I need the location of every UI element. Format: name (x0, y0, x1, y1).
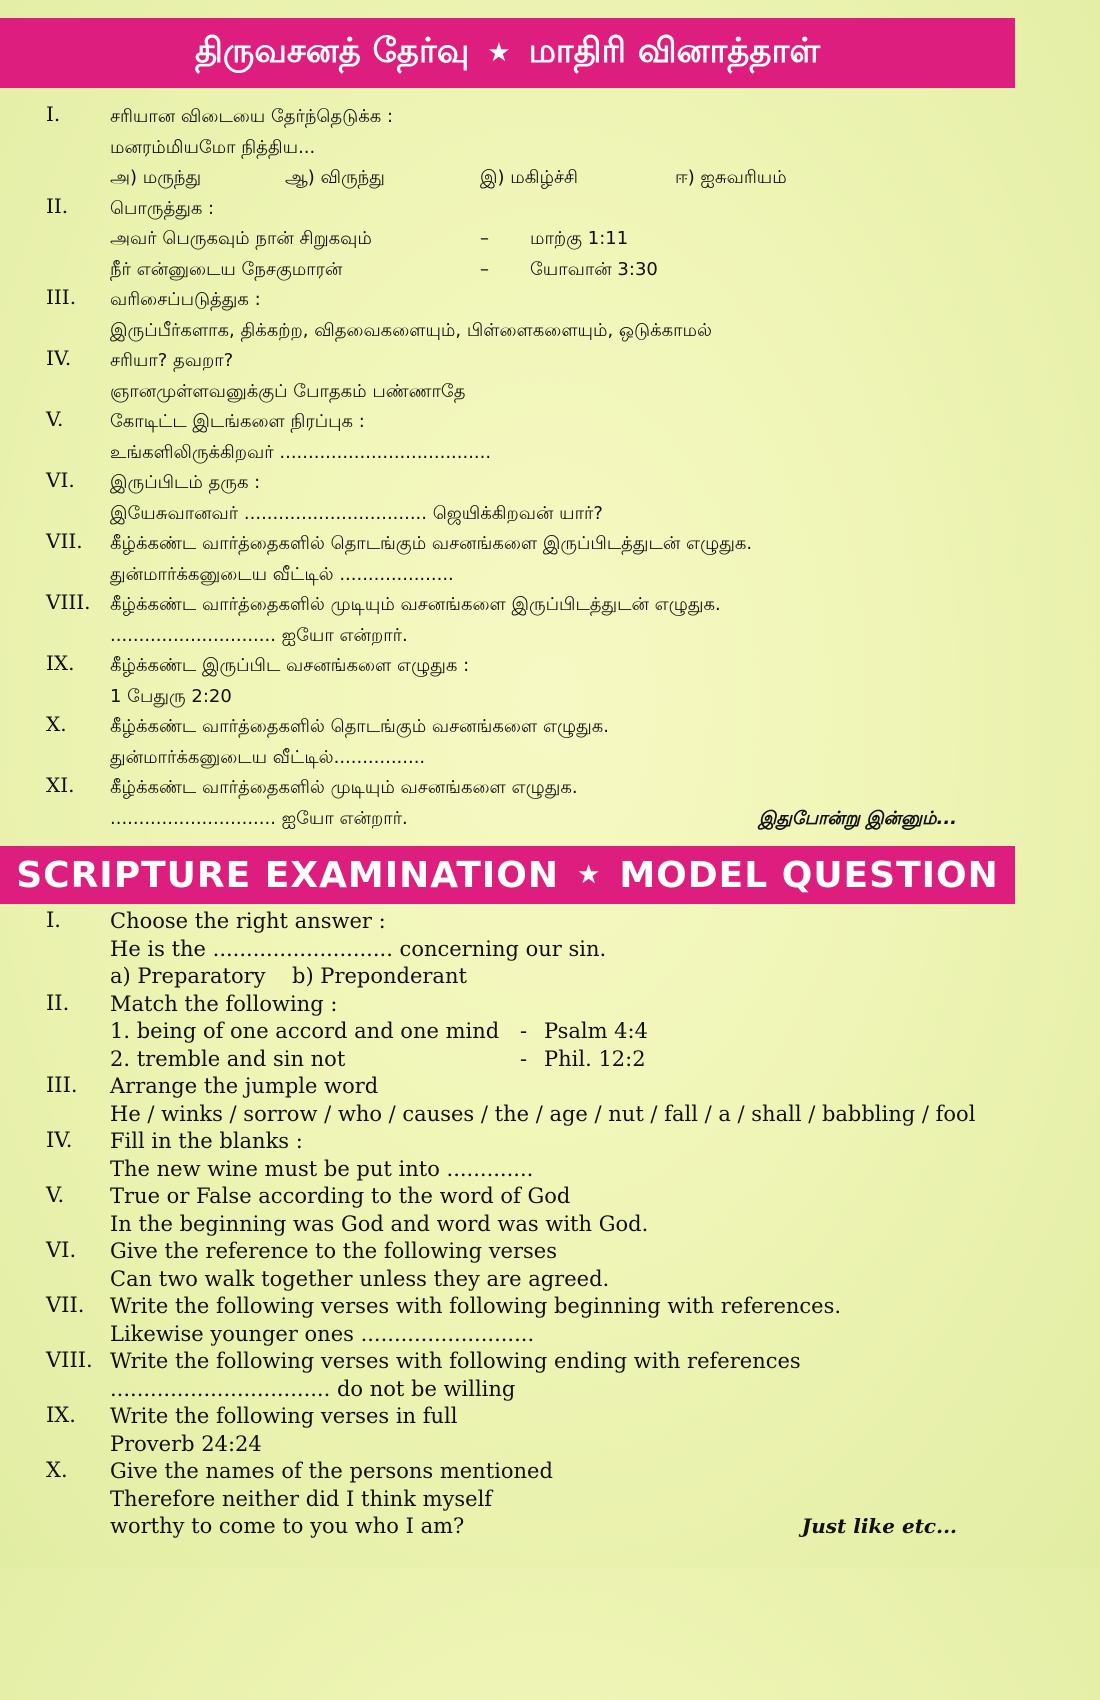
question-number: VIII. (46, 590, 91, 614)
question-subtext: ............................. ஐயோ என்றார். (110, 624, 408, 646)
question-item (0, 1348, 1015, 1403)
question-item (0, 407, 1015, 468)
question-subtext-text: ............................. ஐயோ என்றார். (110, 807, 408, 829)
question-text: Write the following verses with following ending with references (110, 1349, 801, 1373)
question-text: கீழ்க்கண்ட வார்த்தைகளில் தொடங்கும் வசனங்களை எழுதுக. (110, 716, 609, 737)
question-number: II. (46, 193, 69, 218)
question-item (0, 1073, 1015, 1128)
match-dash: - (520, 1046, 528, 1071)
question-subtext: He is the ........................... concerning our sin. (110, 936, 607, 961)
question-number: VIII. (46, 1348, 93, 1372)
question-item (0, 1458, 1015, 1541)
question-number: III. (46, 285, 77, 309)
option: ஈ) ஐசுவரியம் (675, 167, 787, 188)
question-number: X. (46, 1458, 68, 1482)
question-number: VI. (46, 1238, 77, 1262)
question-item (0, 102, 1015, 194)
question-subtext: 1 பேதுரு 2:20 (110, 685, 232, 707)
question-subtext: உங்களிலிருக்கிறவர் ..................................... (110, 441, 492, 463)
question-text: சரியான விடையை தேர்ந்தெடுக்க : (110, 106, 394, 127)
question-text: இருப்பிடம் தருக : (110, 472, 261, 493)
option: b) Preponderant (292, 964, 467, 988)
question-subtext: துன்மார்க்கனுடைய வீட்டில் .................... (110, 563, 454, 585)
question-item (0, 285, 1015, 346)
question-text: Write the following verses with following beginning with references. (110, 1294, 842, 1318)
english-title-banner (0, 846, 1015, 904)
tamil-title-banner (0, 18, 1015, 88)
match-left: நீர் என்னுடைய நேசகுமாரன் (110, 258, 343, 280)
match-right: Psalm 4:4 (544, 1019, 648, 1043)
match-left: 1. being of one accord and one mind (110, 1019, 500, 1043)
match-dash: – (480, 258, 489, 280)
question-text: கோடிட்ட இடங்களை நிரப்புக : (110, 411, 365, 432)
question-item (0, 529, 1015, 590)
question-number: V. (46, 1183, 65, 1207)
question-subtext: Can two walk together unless they are agreed. (110, 1266, 610, 1291)
trailer-text: Just like etc... (801, 1514, 957, 1538)
question-item (0, 194, 1015, 286)
question-number: II. (46, 990, 70, 1015)
option: இ) மகிழ்ச்சி (480, 167, 579, 188)
question-text: கீழ்க்கண்ட வார்த்தைகளில் தொடங்கும் வசனங்களை இருப்பிடத்துடன் எழுதுக. (110, 533, 753, 554)
tamil-question-list (0, 102, 1015, 834)
question-item (0, 1293, 1015, 1348)
tamil-title-right: மாதிரி வினாத்தாள் (528, 31, 821, 71)
question-item (0, 651, 1015, 712)
question-text: Choose the right answer : (110, 909, 386, 933)
question-item (0, 991, 1015, 1074)
match-row (110, 1018, 1015, 1046)
question-text: சரியா? தவறா? (110, 350, 234, 371)
question-number: VII. (46, 529, 83, 553)
question-number: I. (46, 102, 61, 126)
star-icon: ★ (577, 860, 602, 890)
question-text: கீழ்க்கண்ட இருப்பிட வசனங்களை எழுதுக : (110, 655, 470, 676)
question-item (0, 712, 1015, 773)
question-text: வரிசைப்படுத்துக : (110, 289, 261, 310)
question-text: Give the reference to the following verses (110, 1239, 558, 1263)
question-text: கீழ்க்கண்ட வார்த்தைகளில் முடியும் வசனங்களை இருப்பிடத்துடன் எழுதுக. (110, 594, 721, 615)
question-subtext: ................................. do not be willing (110, 1376, 516, 1401)
match-right: Phil. 12:2 (544, 1046, 646, 1071)
question-number: IV. (46, 1128, 73, 1152)
question-subtext (110, 1513, 1015, 1541)
question-subtext: ஞானமுள்ளவனுக்குப் போதகம் பண்ணாதே (110, 380, 466, 402)
question-text: பொருத்துக : (110, 197, 215, 219)
question-item (0, 1183, 1015, 1238)
question-item (0, 1238, 1015, 1293)
question-number: I. (46, 908, 61, 932)
question-subtext: இருப்பீர்களாக, திக்கற்ற, விதவைகளையும், பிள்ளைகளையும், ஒடுக்காமல் (110, 319, 712, 341)
question-item (0, 468, 1015, 529)
match-row (110, 224, 1015, 255)
question-subtext: The new wine must be put into ............. (110, 1156, 534, 1181)
question-subtext: துன்மார்க்கனுடைய வீட்டில்................ (110, 746, 426, 768)
question-number: IX. (46, 1403, 76, 1427)
question-item (0, 1403, 1015, 1458)
question-item (0, 590, 1015, 651)
question-number: XI. (46, 773, 75, 797)
question-number: VII. (46, 1293, 85, 1317)
question-number: IV. (46, 346, 72, 370)
answer-options (110, 963, 1015, 991)
match-left: அவர் பெருகவும் நான் சிறுகவும் (110, 228, 372, 249)
answer-options (110, 163, 1015, 194)
option: ஆ) விருந்து (285, 167, 385, 188)
question-item (0, 908, 1015, 991)
question-text: Match the following : (110, 991, 338, 1016)
english-question-list (0, 908, 1015, 1541)
question-subtext: Proverb 24:24 (110, 1431, 262, 1456)
question-number: X. (46, 712, 67, 736)
question-text: Give the names of the persons mentioned (110, 1459, 553, 1483)
match-dash: – (480, 228, 489, 249)
english-title-left: SCRIPTURE EXAMINATION (16, 854, 560, 896)
question-text: Fill in the blanks : (110, 1129, 303, 1153)
question-item (0, 1128, 1015, 1183)
question-text: கீழ்க்கண்ட வார்த்தைகளில் முடியும் வசனங்களை எழுதுக. (110, 777, 578, 798)
match-dash: - (520, 1019, 528, 1043)
question-text: Write the following verses in full (110, 1404, 458, 1428)
star-icon: ★ (487, 38, 511, 68)
option: அ) மருந்து (110, 167, 202, 188)
question-item (0, 346, 1015, 407)
question-number: VI. (46, 468, 75, 492)
match-left: 2. tremble and sin not (110, 1046, 346, 1071)
question-number: IX. (46, 651, 75, 675)
question-subtext: Therefore neither did I think myself (110, 1486, 493, 1511)
question-number: III. (46, 1073, 78, 1097)
match-right: மாற்கு 1:11 (530, 228, 629, 249)
english-title-right: MODEL QUESTION (619, 854, 999, 896)
question-subtext: He / winks / sorrow / who / causes / the / age / nut / fall / a / shall / babbling / fool (110, 1101, 976, 1126)
question-subtext (110, 804, 1015, 835)
match-row (110, 255, 1015, 286)
option: a) Preparatory (110, 964, 266, 988)
trailer-text: இதுபோன்று இன்னும்... (758, 807, 957, 829)
tamil-title-left: திருவசனத் தேர்வு (194, 31, 470, 71)
question-text: True or False according to the word of God (110, 1184, 571, 1208)
match-row (110, 1046, 1015, 1074)
question-number: V. (46, 407, 64, 431)
question-subtext: Likewise younger ones .......................... (110, 1321, 535, 1346)
question-subtext: இயேசுவானவர் ................................ ஜெயிக்கிறவன் யார்? (110, 502, 603, 524)
question-subtext-text: worthy to come to you who I am? (110, 1514, 465, 1538)
question-item (0, 773, 1015, 834)
question-subtext: In the beginning was God and word was with God. (110, 1211, 649, 1236)
question-text: Arrange the jumple word (110, 1074, 379, 1098)
question-subtext: மனரம்மியமோ நித்திய... (110, 136, 316, 158)
match-right: யோவான் 3:30 (530, 258, 658, 280)
